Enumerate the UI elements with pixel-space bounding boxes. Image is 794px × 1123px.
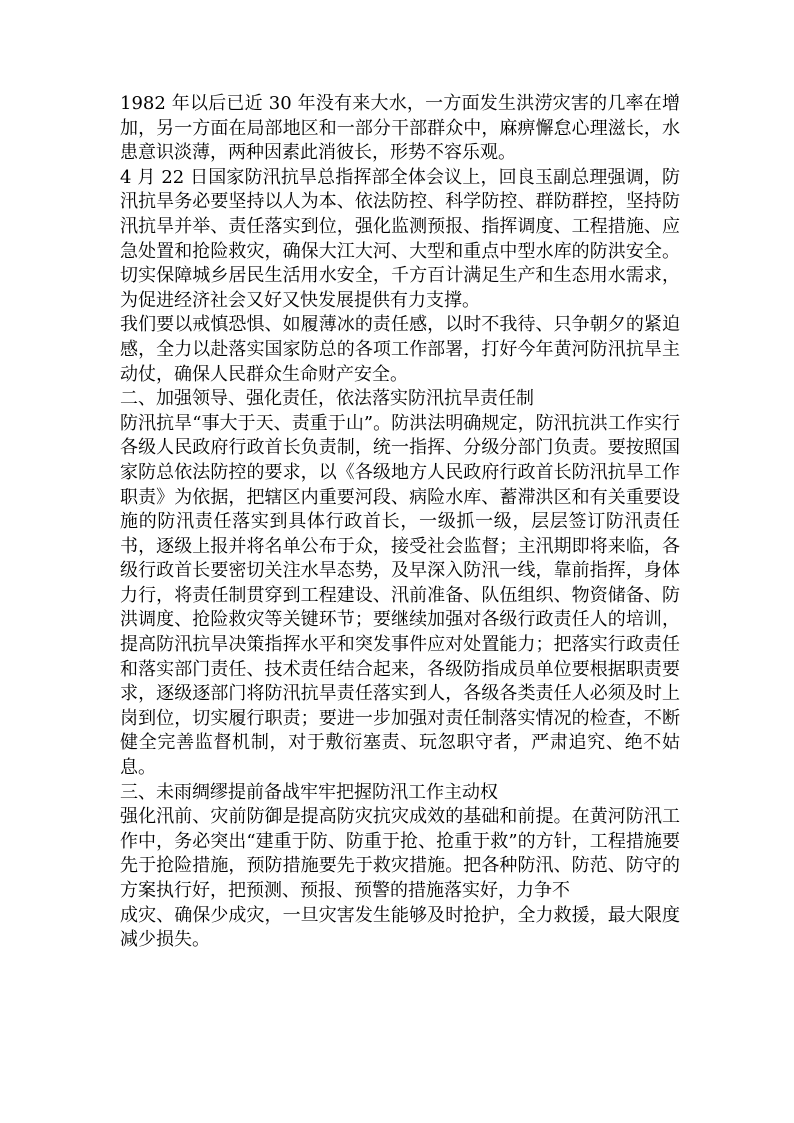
document-body [120,92,680,953]
paragraph-1: 1982 年以后已近 30 年没有来大水，一方面发生洪涝灾害的几率在增加，另一方面在局部地区和一部分干部群众中，麻痹懈怠心理滋长，水患意识淡薄，两种因素此消彼长，形势不容乐观。 [120,93,680,164]
section-heading-3: 三、未雨绸缪提前备战牢牢把握防汛工作主动权 [120,781,498,803]
paragraph-5: 强化汛前、灾前防御是提高防灾抗灾成效的基础和前提。在黄河防汛工作中，务必突出“建重于防、防重于抢、抢重于救”的方针，工程措施要先于抢险措施，预防措施要先于救灾措施。把各种防汛、防范、防守的方案执行好，把预测、预报、预警的措施落实好，力争不 [120,806,680,901]
paragraph-4: 防汛抗旱“事大于天、责重于山”。防洪法明确规定，防汛抗洪工作实行各级人民政府行政首长负责制，统一指挥、分级分部门负责。要按照国家防总依法防控的要求，以《各级地方人民政府行政首长防汛抗旱工作职责》为依据，把辖区内重要河段、病险水库、蓄滞洪区和有关重要设施的防汛责任落实到具体行政首长，一级抓一级，层层签订防汛责任书，逐级上报并将名单公布于众，接受社会监督；主汛期即将来临，各级行政首长要密切关注水旱态势，及早深入防汛一线，靠前指挥，身体力行，将责任制贯穿到工程建设、汛前准备、队伍组织、物资储备、防洪调度、抢险救灾等关键环节；要继续加强对各级行政责任人的培训，提高防汛抗旱决策指挥水平和突发事件应对处置能力；把落实行政责任和落实部门责任、技术责任结合起来，各级防指成员单位要根据职责要求，逐级逐部门将防汛抗旱责任落实到人，各级各类责任人必须及时上岗到位，切实履行职责；要进一步加强对责任制落实情况的检查，不断健全完善监督机制，对于敷衍塞责、玩忽职守者，严肃追究、绝不姑息。 [120,412,680,779]
paragraph-2: 4 月 22 日国家防汛抗旱总指挥部全体会议上，回良玉副总理强调，防汛抗旱务必要坚持以人为本、依法防控、科学防控、群防群控，坚持防汛抗旱并举、责任落实到位，强化监测预报、指挥调度、工程措施、应急处置和抢险救灾，确保大江大河、大型和重点中型水库的防洪安全。切实保障城乡居民生活用水安全，千方百计满足生产和生态用水需求，为促进经济社会又好又快发展提供有力支撑。 [120,166,680,311]
section-heading-2: 二、加强领导、强化责任，依法落实防汛抗旱责任制 [120,388,534,410]
paragraph-6: 成灾、确保少成灾，一旦灾害发生能够及时抢护，全力救援，最大限度减少损失。 [120,904,680,951]
paragraph-3: 我们要以戒慎恐惧、如履薄冰的责任感，以时不我待、只争朝夕的紧迫感，全力以赴落实国家防总的各项工作部署，打好今年黄河防汛抗旱主动仗，确保人民群众生命财产安全。 [120,314,680,385]
